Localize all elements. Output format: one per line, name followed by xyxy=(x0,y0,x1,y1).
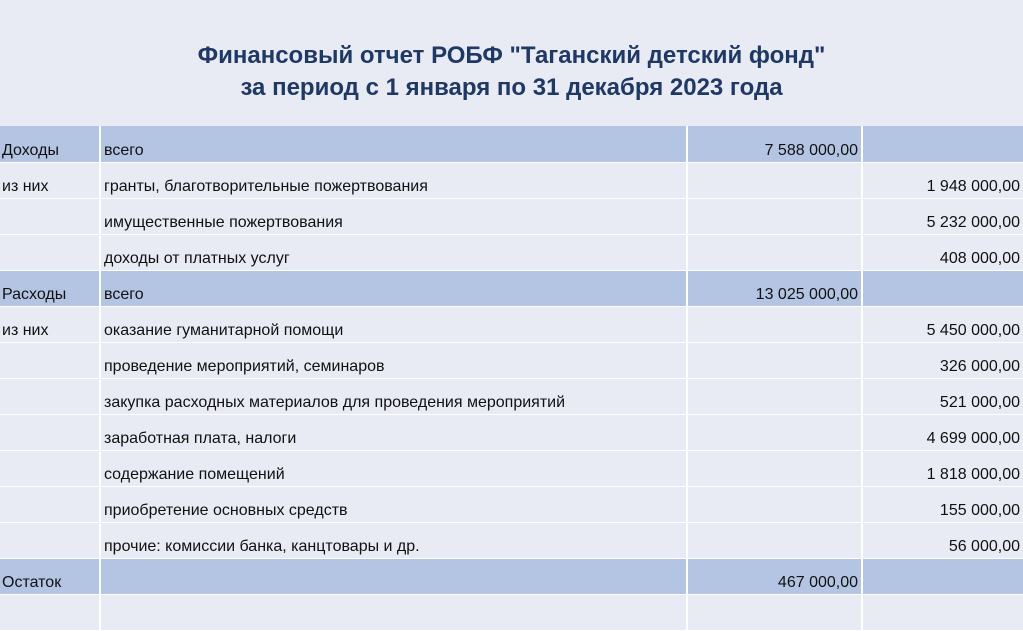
row-description: прочие: комиссии банка, канцтовары и др. xyxy=(100,522,687,558)
table-row xyxy=(0,450,1023,486)
row-description: содержание помещений xyxy=(100,450,687,486)
table-row xyxy=(0,414,1023,450)
row-category: Расходы xyxy=(0,270,100,306)
table-row xyxy=(0,558,1023,594)
row-total xyxy=(687,522,862,558)
row-category xyxy=(0,594,100,630)
row-total: 467 000,00 xyxy=(687,558,862,594)
row-amount: 1 818 000,00 xyxy=(862,450,1023,486)
row-category xyxy=(0,342,100,378)
row-total: 13 025 000,00 xyxy=(687,270,862,306)
row-amount: 56 000,00 xyxy=(862,522,1023,558)
row-total xyxy=(687,162,862,198)
row-amount xyxy=(862,558,1023,594)
row-amount: 5 232 000,00 xyxy=(862,198,1023,234)
row-total xyxy=(687,378,862,414)
row-total xyxy=(687,198,862,234)
row-category xyxy=(0,198,100,234)
row-amount: 408 000,00 xyxy=(862,234,1023,270)
row-amount: 1 948 000,00 xyxy=(862,162,1023,198)
row-total xyxy=(687,306,862,342)
row-description: проведение мероприятий, семинаров xyxy=(100,342,687,378)
row-category xyxy=(0,378,100,414)
row-category: из них xyxy=(0,162,100,198)
table-row xyxy=(0,198,1023,234)
row-category xyxy=(0,486,100,522)
row-category xyxy=(0,234,100,270)
table-row xyxy=(0,126,1023,162)
row-total xyxy=(687,594,862,630)
table-row xyxy=(0,306,1023,342)
row-description: гранты, благотворительные пожертвования xyxy=(100,162,687,198)
row-category xyxy=(0,450,100,486)
row-category xyxy=(0,414,100,450)
table-row xyxy=(0,270,1023,306)
row-total xyxy=(687,234,862,270)
row-amount: 521 000,00 xyxy=(862,378,1023,414)
row-description: всего xyxy=(100,270,687,306)
table-row xyxy=(0,594,1023,630)
row-amount: 155 000,00 xyxy=(862,486,1023,522)
row-description xyxy=(100,558,687,594)
row-total xyxy=(687,450,862,486)
row-amount: 4 699 000,00 xyxy=(862,414,1023,450)
row-description xyxy=(100,594,687,630)
table-row xyxy=(0,378,1023,414)
row-category: Доходы xyxy=(0,126,100,162)
row-amount: 326 000,00 xyxy=(862,342,1023,378)
row-description: приобретение основных средств xyxy=(100,486,687,522)
table-row xyxy=(0,522,1023,558)
row-total: 7 588 000,00 xyxy=(687,126,862,162)
table-row xyxy=(0,342,1023,378)
report-title xyxy=(0,40,1023,104)
row-category xyxy=(0,522,100,558)
row-description: доходы от платных услуг xyxy=(100,234,687,270)
table-row xyxy=(0,162,1023,198)
row-description: закупка расходных материалов для проведения мероприятий xyxy=(100,378,687,414)
row-amount: 5 450 000,00 xyxy=(862,306,1023,342)
row-description: заработная плата, налоги xyxy=(100,414,687,450)
table-row xyxy=(0,234,1023,270)
table-row xyxy=(0,486,1023,522)
report-title-line2: за период с 1 января по 31 декабря 2023 года xyxy=(240,74,783,101)
financial-table-body xyxy=(0,126,1023,630)
row-total xyxy=(687,486,862,522)
row-amount xyxy=(862,126,1023,162)
row-amount xyxy=(862,594,1023,630)
row-total xyxy=(687,342,862,378)
row-description: оказание гуманитарной помощи xyxy=(100,306,687,342)
row-amount xyxy=(862,270,1023,306)
row-category: Остаток xyxy=(0,558,100,594)
report-title-line1: Финансовый отчет РОБФ "Таганский детский фонд" xyxy=(197,42,826,69)
row-description: всего xyxy=(100,126,687,162)
row-total xyxy=(687,414,862,450)
row-description: имущественные пожертвования xyxy=(100,198,687,234)
row-category: из них xyxy=(0,306,100,342)
financial-table xyxy=(0,126,1023,631)
